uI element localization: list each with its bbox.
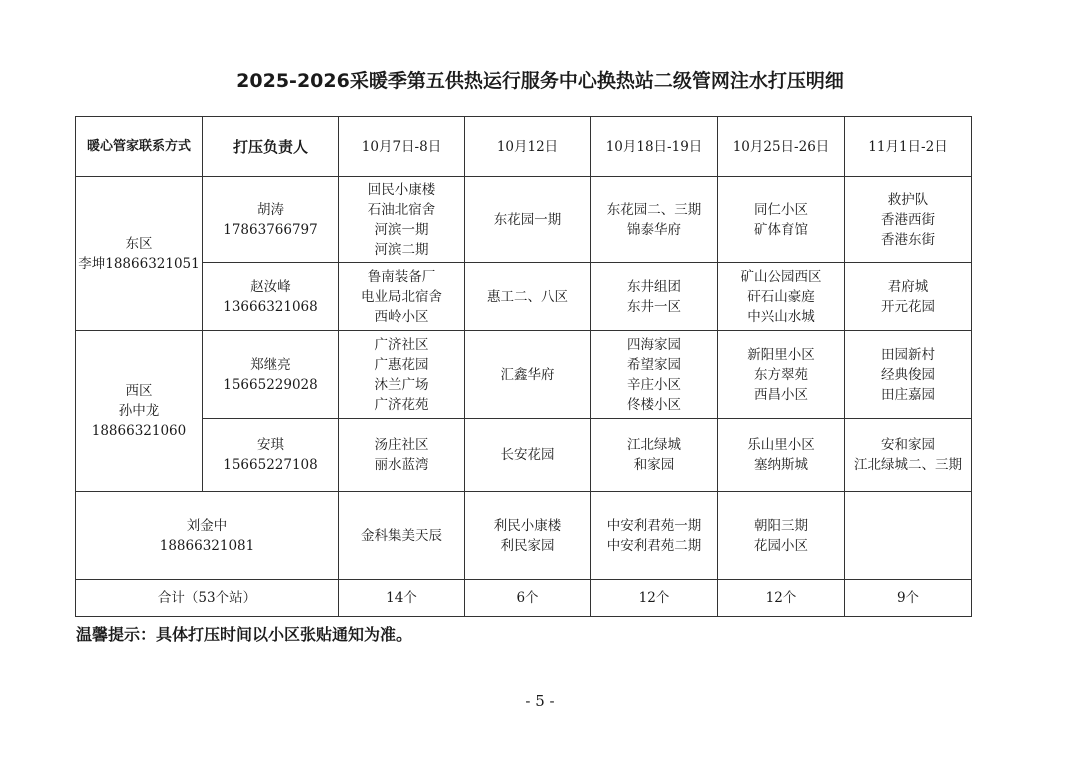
station-name: 鲁南装备厂 [367, 268, 436, 285]
station-cell [718, 263, 845, 331]
station-name: 香港东街 [881, 231, 935, 248]
station-cell [339, 492, 465, 580]
station-name: 广济社区 [374, 336, 429, 353]
total-value: 12个 [591, 580, 718, 617]
person-cell [203, 177, 339, 263]
person-phone: 13666321068 [223, 298, 318, 315]
station-name: 朝阳三期 [754, 517, 808, 534]
station-cell [718, 492, 845, 580]
station-name: 东花园二、三期 [606, 201, 702, 218]
page-title: 2025-2026采暖季第五供热运行服务中心换热站二级管网注水打压明细 [236, 70, 844, 92]
station-name: 江北绿城二、三期 [854, 457, 962, 473]
station-cell [465, 263, 591, 331]
station-name: 四海家园 [627, 336, 681, 353]
station-name: 惠工二、八区 [487, 288, 568, 305]
station-name: 田庄嘉园 [881, 386, 935, 403]
manager-area: 西区 [125, 383, 153, 399]
station-name: 经典俊园 [881, 366, 935, 383]
person-cell [203, 419, 339, 492]
station-name: 香港西街 [881, 211, 935, 228]
station-name: 塞纳斯城 [754, 457, 808, 473]
manager-contact: 18866321060 [91, 423, 187, 439]
station-name: 君府城 [887, 278, 929, 295]
station-name: 新阳里小区 [747, 346, 815, 363]
station-name: 金科集美天辰 [361, 527, 442, 544]
manager-contact: 李坤18866321051 [78, 255, 200, 272]
station-name: 辛庄小区 [627, 376, 681, 393]
station-name: 安和家园 [881, 437, 935, 453]
person-name: 安琪 [257, 437, 284, 453]
header-responsible: 打压负责人 [203, 117, 339, 177]
header-date-1: 10月7日-8日 [339, 117, 465, 177]
station-cell [339, 331, 465, 419]
station-cell-empty [845, 492, 972, 580]
total-value: 6个 [465, 580, 591, 617]
station-name: 田园新村 [881, 346, 935, 363]
header-date-4: 10月25日-26日 [718, 117, 845, 177]
header-row [76, 117, 972, 177]
station-name: 河滨一期 [374, 221, 429, 238]
station-name: 回民小康楼 [367, 181, 436, 198]
totals-label: 合计（53个站） [76, 580, 339, 617]
station-name: 沐兰广场 [374, 376, 429, 393]
station-name: 汇鑫华府 [500, 366, 555, 383]
person-phone: 15665229028 [223, 376, 318, 393]
manager-area: 东区 [125, 235, 153, 252]
schedule-table [75, 116, 972, 617]
station-cell [465, 331, 591, 419]
person-name: 胡涛 [257, 201, 284, 218]
station-cell [339, 419, 465, 492]
station-name: 河滨二期 [374, 241, 429, 258]
station-name: 东井组团 [627, 278, 681, 295]
station-name: 佟楼小区 [627, 396, 681, 413]
station-name: 丽水蓝湾 [374, 457, 429, 473]
person-phone: 17863766797 [223, 221, 318, 238]
person-cell [203, 331, 339, 419]
station-name: 同仁小区 [754, 201, 808, 218]
station-name: 矿山公园西区 [740, 268, 822, 285]
station-name: 利民家园 [500, 537, 555, 554]
station-name: 救护队 [887, 191, 929, 208]
station-name: 锦泰华府 [627, 221, 681, 238]
station-name: 中安利君苑二期 [606, 537, 702, 554]
station-cell [465, 419, 591, 492]
station-cell [718, 331, 845, 419]
header-date-3: 10月18日-19日 [591, 117, 718, 177]
station-cell [591, 419, 718, 492]
station-cell [465, 492, 591, 580]
station-cell [591, 492, 718, 580]
table-row [76, 492, 972, 580]
total-value: 9个 [845, 580, 972, 617]
station-name: 中安利君苑一期 [606, 517, 702, 534]
station-cell [845, 331, 972, 419]
station-cell [845, 177, 972, 263]
table-row [76, 263, 972, 331]
station-name: 东方翠苑 [754, 366, 808, 383]
station-name: 电业局北宿舍 [361, 288, 442, 305]
station-name: 和家园 [633, 457, 675, 473]
station-cell [591, 177, 718, 263]
station-name: 西岭小区 [374, 308, 429, 325]
station-name: 希望家园 [627, 356, 681, 373]
table-row [76, 331, 972, 419]
station-name: 广惠花园 [374, 356, 429, 373]
person-phone: 18866321081 [159, 537, 255, 554]
station-cell [465, 177, 591, 263]
station-name: 花园小区 [754, 537, 808, 554]
station-name: 江北绿城 [627, 437, 681, 453]
station-cell [591, 263, 718, 331]
station-name: 利民小康楼 [493, 517, 562, 534]
manager-cell-west [76, 331, 203, 492]
station-cell [339, 177, 465, 263]
header-date-5: 11月1日-2日 [845, 117, 972, 177]
header-contact: 暖心管家联系方式 [76, 117, 203, 177]
station-cell [339, 263, 465, 331]
person-phone: 15665227108 [223, 457, 318, 473]
header-date-2: 10月12日 [465, 117, 591, 177]
person-name: 郑继亮 [250, 356, 291, 373]
station-cell [845, 263, 972, 331]
manager-name: 孙中龙 [118, 403, 160, 419]
table-row [76, 177, 972, 263]
reminder-note: 温馨提示：具体打压时间以小区张贴通知为准。 [76, 625, 413, 644]
person-cell [203, 263, 339, 331]
station-name: 矸石山豪庭 [747, 288, 815, 305]
totals-row [76, 580, 972, 617]
person-name: 刘金中 [186, 517, 228, 534]
station-name: 广济花苑 [374, 396, 429, 413]
person-name: 赵汝峰 [250, 278, 291, 295]
station-name: 开元花园 [881, 298, 935, 315]
station-name: 乐山里小区 [747, 437, 815, 453]
person-cell [76, 492, 339, 580]
table-row [76, 419, 972, 492]
station-name: 矿体育馆 [754, 221, 808, 238]
station-cell [718, 177, 845, 263]
station-cell [718, 419, 845, 492]
station-name: 石油北宿舍 [367, 201, 436, 218]
manager-cell-east [76, 177, 203, 331]
station-cell [845, 419, 972, 492]
total-value: 14个 [339, 580, 465, 617]
station-name: 汤庄社区 [374, 437, 429, 453]
total-value: 12个 [718, 580, 845, 617]
station-name: 长安花园 [500, 447, 555, 463]
station-name: 东井一区 [627, 298, 681, 315]
station-cell [591, 331, 718, 419]
station-name: 西昌小区 [754, 386, 808, 403]
station-name: 中兴山水城 [747, 308, 815, 325]
page-number: - 5 - [525, 692, 555, 710]
station-name: 东花园一期 [493, 211, 562, 228]
